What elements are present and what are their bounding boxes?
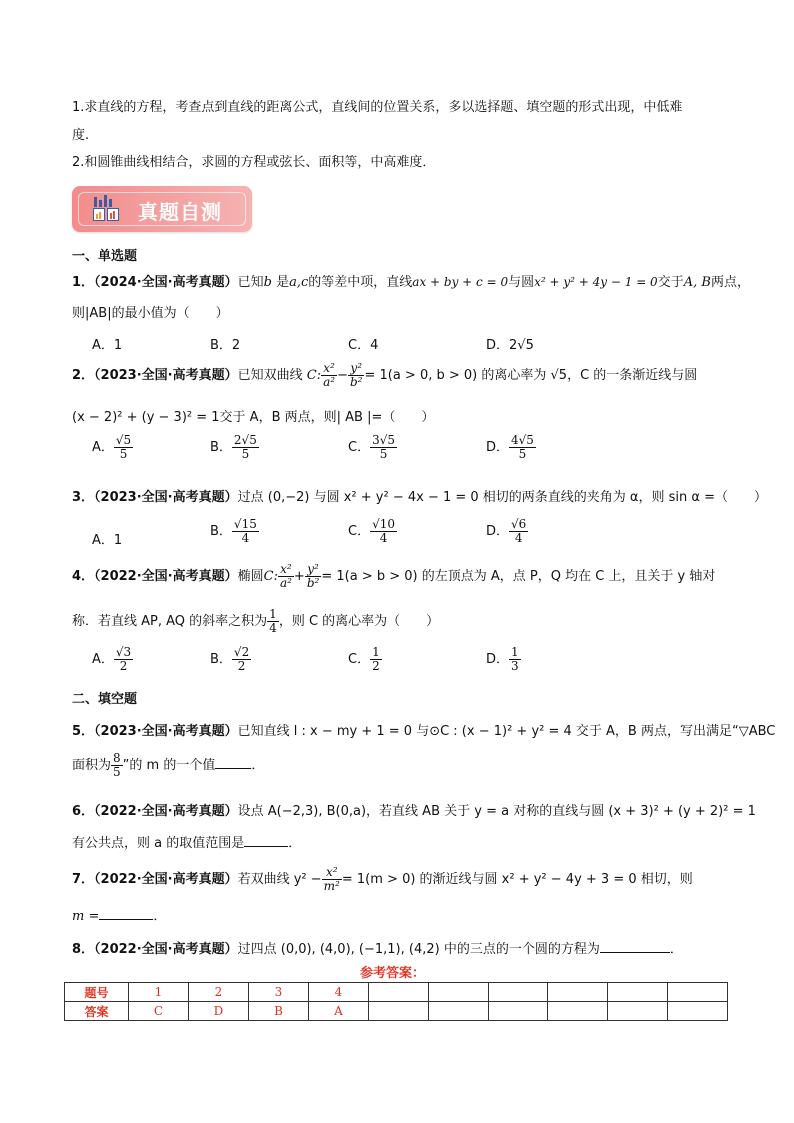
question-5-line-2 bbox=[72, 752, 264, 779]
frac-denominator: 5 bbox=[379, 447, 388, 462]
q6-line2: 有公共点，则 a 的取值范围是 bbox=[72, 836, 245, 851]
table-cell: B bbox=[249, 1002, 309, 1021]
frac-numerator: 8 bbox=[113, 751, 121, 765]
table-cell bbox=[368, 1002, 428, 1021]
question-7 bbox=[72, 866, 693, 893]
option-label: B． bbox=[210, 524, 232, 540]
question-8 bbox=[72, 938, 683, 957]
q8-answer-blank[interactable] bbox=[600, 952, 670, 953]
question-number: 8． bbox=[72, 942, 95, 957]
option-label: B． bbox=[210, 652, 232, 668]
question-source: （2022·全国·高考真题） bbox=[94, 942, 238, 957]
q4-text-a: 椭圆 bbox=[237, 569, 264, 585]
banner-title: 真题自测 bbox=[138, 200, 222, 224]
table-cell bbox=[488, 1002, 548, 1021]
frac-numerator: 1 bbox=[511, 645, 519, 659]
question-5 bbox=[72, 720, 775, 739]
q1-text-b: 是 bbox=[276, 275, 290, 290]
q5-text: 已知直线 l : x − my + 1 = 0 与⊙C : (x − 1)² + y² = 4 交于 A，B 两点，写出满足“▽ABC bbox=[237, 724, 776, 739]
q4-text-b: = 1(a > b > 0) 的左顶点为 A，点 P，Q 均在 C 上，且关于 y 轴对 bbox=[321, 569, 716, 585]
q2-frac-num-2: y² bbox=[348, 362, 365, 376]
q8-text: 过四点 (0,0), (4,0), (−1,1), (4,2) 中的三点的一个圆的方程为 bbox=[237, 942, 600, 957]
table-cell bbox=[368, 983, 428, 1002]
q2-frac-den-1: a² bbox=[323, 375, 336, 390]
q5-line2-c: ． bbox=[251, 758, 265, 774]
frac-numerator: √2 bbox=[233, 645, 250, 659]
frac-numerator: 1 bbox=[269, 607, 277, 621]
question-number: 2． bbox=[72, 368, 95, 384]
question-4: 4．（2022·全国·高考真题）椭圆C: $\frac{\text{x²}}{\text{a²}}$ + $\frac{\text{y²}}{\text{b²}}$ = 1(a > b > 0) 的左顶点为 A，点 P，Q 均在 C 上，且关于 y 轴对 bbox=[72, 562, 716, 591]
q2-option-c[interactable] bbox=[348, 434, 397, 461]
question-6 bbox=[72, 800, 756, 819]
q2-frac-den-2: b² bbox=[349, 375, 363, 390]
option-label: C． bbox=[348, 652, 371, 668]
question-4-line-2 bbox=[72, 608, 439, 635]
q4-line2-a: 称．若直线 AP, AQ 的斜率之积为 bbox=[72, 614, 268, 630]
q1-var-ac: a,c bbox=[289, 275, 309, 290]
q4-frac-num-2: y² bbox=[305, 563, 322, 577]
table-cell bbox=[668, 983, 728, 1002]
q4-curve-name: C: bbox=[263, 569, 278, 585]
option-label: C． bbox=[348, 524, 371, 540]
q5-line2-b: ”的 m 的一个值 bbox=[122, 758, 216, 774]
question-1 bbox=[72, 271, 750, 290]
question-6-line-2 bbox=[72, 832, 301, 851]
q1-eq2: x² + y² + 4y − 1 = 0 bbox=[534, 275, 658, 289]
q2-option-d[interactable] bbox=[486, 434, 536, 461]
q3-text: 过点 (0,−2) 与圆 x² + y² − 4x − 1 = 0 相切的两条直线的夹角为 α，则 sin α =（ ） bbox=[237, 490, 767, 505]
q1-option-c[interactable]: C．4 bbox=[348, 338, 379, 353]
q1-text-a: 已知 bbox=[237, 275, 264, 290]
frac-denominator: 4 bbox=[514, 531, 523, 546]
q6-line2-c: ． bbox=[288, 836, 302, 851]
question-source: （2022·全国·高考真题） bbox=[94, 872, 238, 888]
table-cell: 1 bbox=[128, 983, 188, 1002]
question-source: （2023·全国·高考真题） bbox=[94, 724, 238, 739]
q1-text-c: 的等差中项，直线 bbox=[308, 275, 413, 290]
table-cell: 2 bbox=[188, 983, 248, 1002]
question-source: （2022·全国·高考真题） bbox=[94, 804, 238, 819]
q7-text-b: = 1(m > 0) 的渐近线与圆 x² + y² − 4y + 3 = 0 相切，则 bbox=[341, 872, 693, 888]
frac-denominator: m² bbox=[323, 879, 340, 894]
table-cell: 3 bbox=[249, 983, 309, 1002]
answer-table bbox=[64, 982, 728, 1021]
q4-option-b[interactable] bbox=[210, 646, 251, 673]
q3-option-b[interactable] bbox=[210, 518, 259, 545]
q3-option-c[interactable] bbox=[348, 518, 397, 545]
frac-denominator: 3 bbox=[511, 659, 519, 674]
q5-line2-a: 面积为 bbox=[72, 758, 112, 774]
q1-option-d[interactable]: D．2√5 bbox=[486, 338, 534, 353]
frac-numerator: √15 bbox=[233, 517, 257, 531]
option-label: A． bbox=[92, 440, 114, 456]
question-number: 6． bbox=[72, 804, 95, 819]
frac-numerator: √5 bbox=[115, 433, 132, 447]
q2-frac-num-1: x² bbox=[321, 362, 337, 376]
question-number: 4． bbox=[72, 569, 95, 585]
section-banner bbox=[72, 186, 252, 232]
intro-line-1: 1.求直线的方程，考查点到直线的距离公式，直线间的位置关系，多以选择题、填空题的形式出现，中低难 bbox=[72, 100, 683, 115]
frac-denominator: 5 bbox=[241, 447, 250, 462]
frac-denominator: 2 bbox=[119, 659, 128, 674]
q4-line2-b: ，则 C 的离心率为（ ） bbox=[278, 614, 440, 630]
q3-option-a[interactable]: A．1 bbox=[92, 533, 123, 548]
q3-option-d[interactable] bbox=[486, 518, 528, 545]
table-row bbox=[65, 983, 728, 1002]
q1-option-a[interactable]: A．1 bbox=[92, 338, 123, 353]
q2-option-b[interactable] bbox=[210, 434, 259, 461]
frac-numerator: 2√5 bbox=[233, 433, 257, 447]
q4-frac-den-1: a² bbox=[279, 576, 292, 591]
table-cell bbox=[608, 983, 668, 1002]
table-row bbox=[65, 1002, 728, 1021]
q1-eq1: ax + by + c = 0 bbox=[412, 275, 509, 289]
q4-option-d[interactable] bbox=[486, 646, 521, 673]
question-3 bbox=[72, 486, 767, 505]
frac-denominator: 4 bbox=[269, 621, 277, 636]
frac-denominator: 2 bbox=[237, 659, 246, 674]
option-label: A． bbox=[92, 652, 114, 668]
question-number: 3． bbox=[72, 490, 95, 505]
q4-frac-den-2: b² bbox=[306, 576, 320, 591]
question-2-line-2: (x − 2)² + (y − 3)² = 1交于 A，B 两点，则| AB |=（ ） bbox=[72, 410, 435, 425]
row-label-answer: 答案 bbox=[65, 1002, 129, 1021]
frac-numerator: x² bbox=[322, 866, 342, 880]
intro-line-1-cont: 度. bbox=[72, 128, 90, 143]
q1-option-b[interactable]: B．2 bbox=[210, 338, 241, 353]
q2-text-c: C 的一条渐近线与圆 bbox=[580, 368, 698, 384]
question-source: （2024·全国·高考真题） bbox=[94, 275, 238, 290]
q5-answer-blank[interactable] bbox=[215, 768, 251, 769]
q7-answer-blank[interactable] bbox=[99, 919, 153, 920]
table-cell: D bbox=[188, 1002, 248, 1021]
q2-option-a[interactable] bbox=[92, 434, 133, 461]
table-cell: C bbox=[128, 1002, 188, 1021]
option-label: B． bbox=[210, 440, 232, 456]
question-2: 2．（2023·全国·高考真题）已知双曲线 C: $\frac{\text{x²}}{\text{a²}}$ − $\frac{\text{y²}}{\text{b²}}$ = 1(a > 0, b > 0) 的离心率为 √5，C 的一条渐近线与圆 bbox=[72, 361, 698, 390]
frac-numerator: 3√5 bbox=[372, 433, 395, 447]
q7-line2: m = bbox=[72, 909, 100, 924]
table-cell bbox=[548, 1002, 608, 1021]
q4-option-a[interactable] bbox=[92, 646, 133, 673]
option-label: D． bbox=[486, 440, 510, 456]
intro-line-2: 2.和圆锥曲线相结合，求圆的方程或弦长、面积等，中高难度． bbox=[72, 155, 436, 170]
table-cell bbox=[488, 983, 548, 1002]
q2-curve-name: C: bbox=[306, 368, 322, 384]
frac-denominator: 5 bbox=[113, 765, 121, 780]
q2-text-a: 已知双曲线 bbox=[237, 368, 303, 384]
q1-var-b: b bbox=[263, 275, 272, 290]
table-cell bbox=[548, 983, 608, 1002]
q4-frac-num-1: x² bbox=[278, 563, 294, 577]
frac-denominator: 2 bbox=[372, 659, 380, 674]
table-cell: 4 bbox=[309, 983, 369, 1002]
q1-text-f: 两点， bbox=[710, 275, 750, 290]
frac-denominator: 5 bbox=[119, 447, 128, 462]
q4-option-c[interactable] bbox=[348, 646, 382, 673]
question-source: （2023·全国·高考真题） bbox=[94, 490, 238, 505]
frac-numerator: √3 bbox=[115, 645, 132, 659]
q8-end: ． bbox=[669, 942, 683, 957]
question-number: 1． bbox=[72, 275, 95, 290]
frac-numerator: √6 bbox=[511, 517, 527, 531]
question-1-line-2: 则|AB|的最小值为（ ） bbox=[72, 306, 229, 321]
q7-text-a: 若双曲线 y² − bbox=[237, 872, 322, 888]
q1-pts: A, B bbox=[683, 275, 711, 290]
q6-answer-blank[interactable] bbox=[244, 846, 288, 847]
option-label: D． bbox=[486, 652, 510, 668]
table-cell: A bbox=[309, 1002, 369, 1021]
option-label: C． bbox=[348, 440, 371, 456]
book-chart-icon bbox=[90, 194, 122, 224]
frac-denominator: 4 bbox=[379, 531, 388, 546]
section-fill-in: 二、填空题 bbox=[72, 692, 138, 707]
section-single-choice: 一、单选题 bbox=[72, 249, 138, 264]
q6-text: 设点 A(−2,3), B(0,a)，若直线 AB 关于 y = a 对称的直线与圆 (x + 3)² + (y + 2)² = 1 bbox=[237, 804, 756, 819]
table-cell bbox=[428, 983, 488, 1002]
frac-denominator: 5 bbox=[518, 447, 527, 462]
option-label: D． bbox=[486, 524, 510, 540]
question-number: 7． bbox=[72, 872, 95, 888]
frac-numerator: 4√5 bbox=[511, 433, 534, 447]
frac-numerator: 1 bbox=[372, 645, 380, 659]
table-cell bbox=[668, 1002, 728, 1021]
question-7-line-2 bbox=[72, 905, 166, 924]
table-cell bbox=[428, 1002, 488, 1021]
table-cell bbox=[608, 1002, 668, 1021]
question-source: （2023·全国·高考真题） bbox=[94, 368, 238, 384]
answers-title: 参考答案： bbox=[360, 966, 426, 981]
frac-numerator: √10 bbox=[372, 517, 395, 531]
q1-text-e: 交于 bbox=[657, 275, 684, 290]
question-source: （2022·全国·高考真题） bbox=[94, 569, 238, 585]
question-number: 5． bbox=[72, 724, 95, 739]
q1-text-d: 与圆 bbox=[508, 275, 535, 290]
row-label-number: 题号 bbox=[65, 983, 129, 1002]
frac-denominator: 4 bbox=[241, 531, 250, 546]
q2-text-b: = 1(a > 0, b > 0) 的离心率为 √5， bbox=[364, 368, 581, 384]
q7-line2-c: ． bbox=[153, 909, 167, 924]
